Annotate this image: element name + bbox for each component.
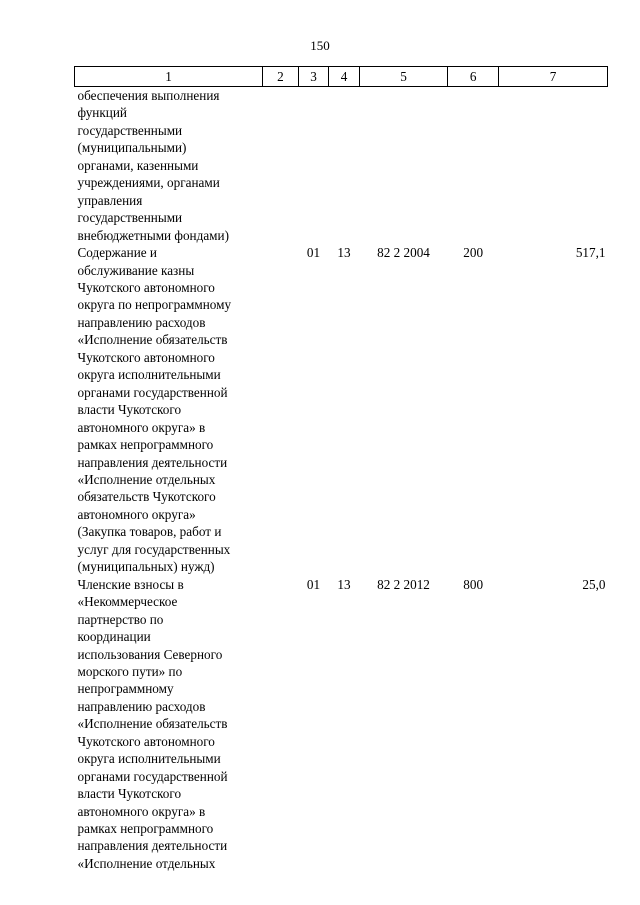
amount-value: 25,0: [582, 576, 606, 592]
column-2-cell: [263, 244, 299, 576]
expense-item-name-line: направлению расходов: [77, 698, 206, 714]
expense-item-name-line: обслуживание казны: [77, 262, 195, 278]
amount-value: [499, 87, 608, 245]
expense-item-name-line: рамках непрограммного: [77, 437, 214, 453]
column-header-5: 5: [359, 67, 447, 87]
expense-item-name: [75, 576, 263, 873]
expense-item-name-line: (муниципальными): [77, 140, 187, 156]
expense-item-name-line: внебюджетными фондами): [77, 227, 229, 243]
expense-item-name-line: услуг для государственных: [77, 541, 231, 557]
expense-item-name-line: рамках непрограммного: [77, 821, 214, 837]
section-code: 01: [306, 576, 321, 592]
section-code: 01: [306, 245, 321, 261]
expense-item-name-line: обеспечения выполнения: [77, 88, 220, 103]
expense-item-name-line: функций: [77, 105, 127, 121]
expense-item-name-line: (Закупка товаров, работ и: [77, 524, 222, 540]
expense-item-name-line: управления: [77, 192, 143, 208]
expense-item-name-line: органами государственной: [77, 768, 228, 784]
expense-item-name: [75, 244, 263, 576]
expense-item-name-line: округа исполнительными: [77, 751, 221, 767]
expense-item-name-line: (муниципальных) нужд): [77, 559, 215, 575]
expense-item-name-line: морского пути» по: [77, 663, 183, 679]
page-number: 150: [310, 38, 330, 53]
column-header-4: 4: [329, 67, 360, 87]
expense-item-name-line: власти Чукотского: [77, 402, 182, 418]
table-row: [75, 244, 608, 576]
expense-item-name: [75, 87, 263, 245]
column-header-7: 7: [499, 67, 608, 87]
expense-item-name-line: направления деятельности: [77, 838, 228, 854]
column-2-cell: [263, 576, 299, 873]
expense-item-name-line: Чукотского автономного: [77, 279, 215, 295]
column-header-6: 6: [448, 67, 499, 87]
expense-item-name-line: «Исполнение отдельных: [77, 471, 216, 487]
table-row: [75, 576, 608, 873]
target-article-code: [359, 87, 447, 245]
expense-item-name-line: учреждениями, органами: [77, 175, 220, 191]
section-code: [298, 87, 329, 245]
expense-item-name-line: непрограммному: [77, 681, 174, 697]
expense-item-name-line: органами государственной: [77, 384, 228, 400]
expense-item-name-line: государственными: [77, 122, 183, 138]
expense-item-name-line: Членские взносы в: [77, 576, 184, 592]
expense-item-name-line: направления деятельности: [77, 454, 228, 470]
expense-item-name-line: обязательств Чукотского: [77, 489, 216, 505]
target-article-code: 82 2 2012: [377, 576, 430, 592]
budget-table: [74, 66, 608, 872]
expense-item-name-line: округа по непрограммному: [77, 297, 232, 313]
expense-type-code: [448, 87, 499, 245]
target-article-code: 82 2 2004: [377, 245, 430, 261]
expense-item-name-line: координации: [77, 629, 151, 645]
amount-value: 517,1: [575, 245, 606, 261]
table-body: [75, 87, 608, 873]
column-2-cell: [263, 87, 299, 245]
expense-item-name-line: власти Чукотского: [77, 786, 182, 802]
expense-item-name-line: государственными: [77, 210, 183, 226]
expense-type-code: 800: [463, 576, 484, 592]
expense-item-name-line: «Исполнение отдельных: [77, 855, 216, 871]
expense-item-name-line: Чукотского автономного: [77, 349, 215, 365]
expense-item-name-line: «Исполнение обязательств: [77, 332, 228, 348]
column-number-header-row: [75, 67, 608, 87]
subsection-code: [329, 87, 360, 245]
expense-item-name-line: округа исполнительными: [77, 367, 221, 383]
subsection-code: 13: [337, 576, 351, 592]
expense-type-code: 200: [463, 245, 484, 261]
expense-item-name-line: автономного округа»: [77, 506, 196, 522]
expense-item-name-line: «Некоммерческое: [77, 594, 178, 610]
expense-item-name-line: направлению расходов: [77, 314, 206, 330]
column-header-2: 2: [263, 67, 299, 87]
expense-item-name-line: использования Северного: [77, 646, 223, 662]
column-header-1: 1: [75, 67, 263, 87]
subsection-code: 13: [337, 245, 351, 261]
expense-item-name-line: Содержание и: [77, 245, 157, 261]
table-row: [75, 87, 608, 245]
expense-item-name-line: автономного округа» в: [77, 419, 206, 435]
expense-item-name-line: «Исполнение обязательств: [77, 716, 228, 732]
expense-item-name-line: органами, казенными: [77, 157, 199, 173]
expense-item-name-line: партнерство по: [77, 611, 164, 627]
column-header-3: 3: [298, 67, 329, 87]
expense-item-name-line: Чукотского автономного: [77, 733, 215, 749]
expense-item-name-line: автономного округа» в: [77, 803, 206, 819]
